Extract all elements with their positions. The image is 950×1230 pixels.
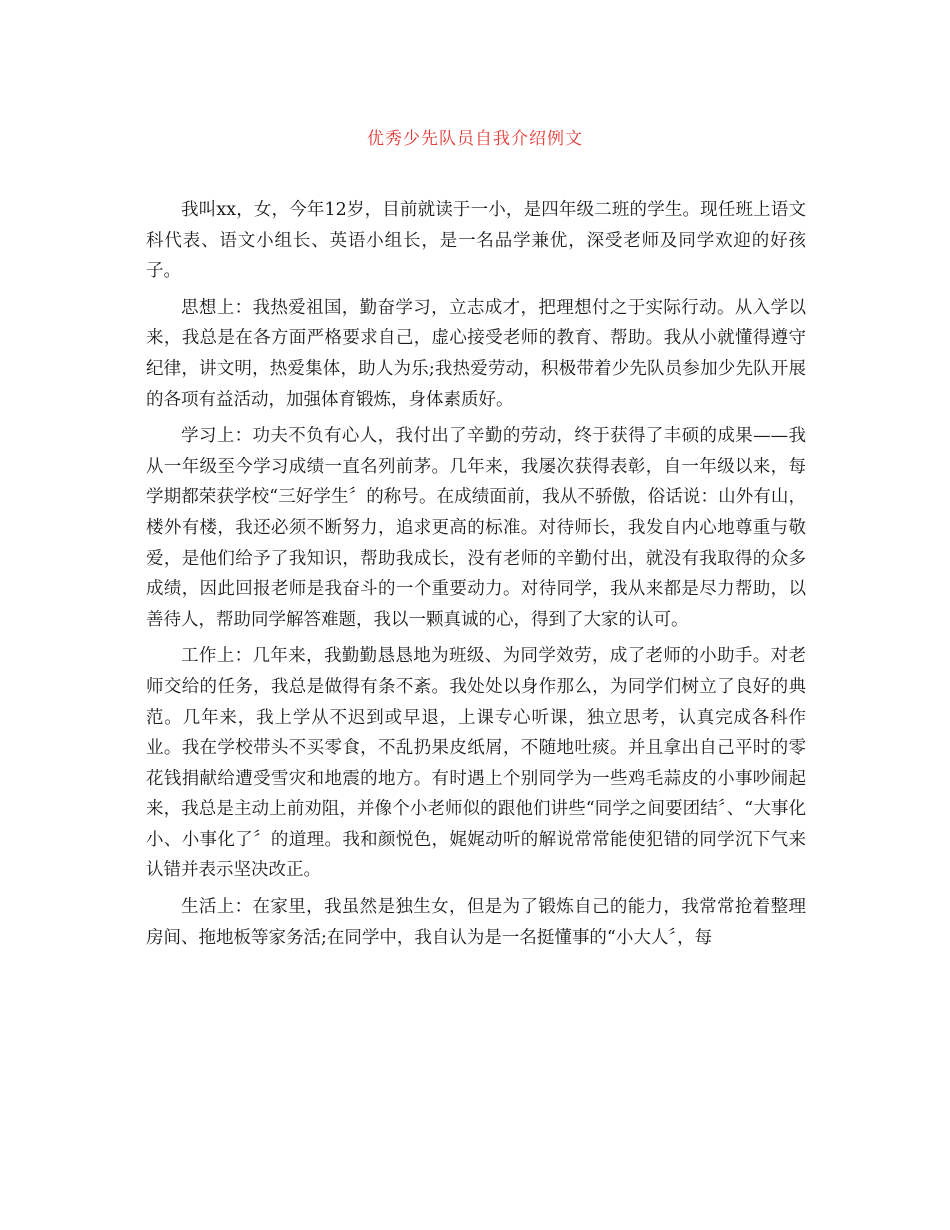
document-title: 优秀少先队员自我介绍例文 (367, 129, 583, 149)
paragraph-work: 工作上：几年来，我勤勤恳恳地为班级、为同学效劳，成了老师的小助手。对老师交给的任务，我总是做得有条不紊。我处处以身作那么，为同学们树立了良好的典范。几年来，我上学从不迟到或早退，上课专心听课，独立思考，认真完成各科作业。我在学校带头不买零食，不乱扔果皮纸屑，不随地吐痰。并且拿出自己平时的零花钱捐献给遭受雪灾和地震的地方。有时遇上个别同学为一些鸡毛蒜皮的小事吵闹起来，我总是主动上前劝阻，并像个小老师似的跟他们讲些“同学之间要团结〞、“大事化小、小事化了〞的道理。我和颜悦色，娓娓动听的解说常常能使犯错的同学沉下气来认错并表示坚决改正。 (146, 646, 806, 881)
document-body (146, 195, 806, 959)
paragraph-intro: 我叫xx，女，今年12岁，目前就读于一小，是四年级二班的学生。现任班上语文科代表、语文小组长、英语小组长，是一名品学兼优，深受老师及同学欢迎的好孩子。 (146, 200, 806, 282)
paragraph-life: 生活上：在家里，我虽然是独生女，但是为了锻炼自己的能力，我常常抢着整理房间、拖地板等家务活;在同学中，我自认为是一名挺懂事的“小大人〞，每 (146, 897, 806, 948)
paragraph-thought: 思想上：我热爱祖国，勤奋学习，立志成才，把理想付之于实际行动。从入学以来，我总是在各方面严格要求自己，虚心接受老师的教育、帮助。我从小就懂得遵守纪律，讲文明，热爱集体，助人为乐;我热爱劳动，积极带着少先队员参加少先队开展的各项有益活动，加强体育锻炼，身体素质好。 (146, 297, 806, 410)
paragraph-study: 学习上：功夫不负有心人，我付出了辛勤的劳动，终于获得了丰硕的成果——我从一年级至今学习成绩一直名列前茅。几年来，我屡次获得表彰，自一年级以来，每学期都荣获学校“三好学生〞的称号。在成绩面前，我从不骄傲，俗话说：山外有山，楼外有楼，我还必须不断努力，追求更高的标准。对待师长，我发自内心地尊重与敬爱，是他们给予了我知识，帮助我成长，没有老师的辛勤付出，就没有我取得的众多成绩，因此回报老师是我奋斗的一个重要动力。对待同学，我从来都是尽力帮助，以善待人，帮助同学解答难题，我以一颗真诚的心，得到了大家的认可。 (146, 426, 806, 630)
